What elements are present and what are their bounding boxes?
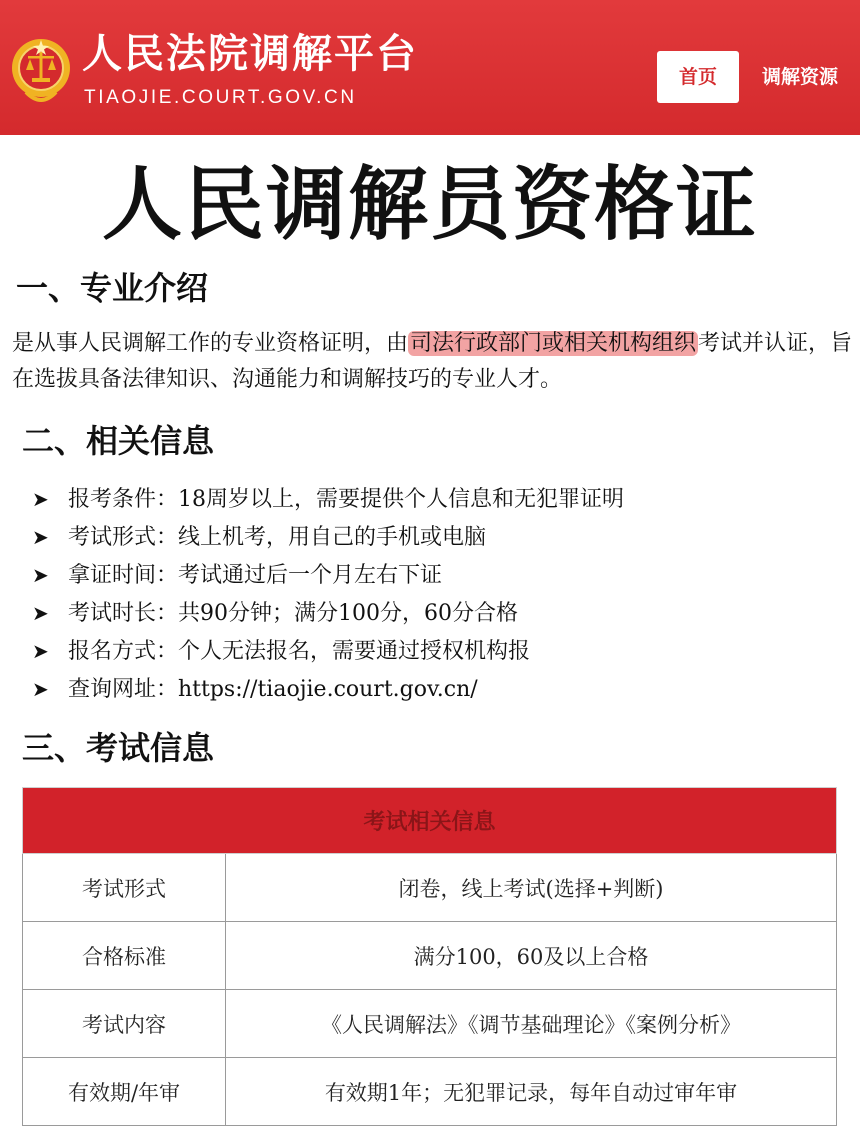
- list-item-text: 查询网址：https://tiaojie.court.gov.cn/: [68, 677, 478, 702]
- exam-info-table: [22, 787, 837, 1126]
- table-row: [23, 1058, 837, 1126]
- table-label-cell: 合格标准: [23, 922, 226, 990]
- table-label-cell: 有效期/年审: [23, 1058, 226, 1126]
- table-value-cell: 闭卷，线上考试(选择+判断): [226, 854, 837, 922]
- table-label-cell: 考试内容: [23, 990, 226, 1058]
- table-row: [23, 922, 837, 990]
- list-item-text: 拿证时间：考试通过后一个月左右下证: [68, 563, 443, 588]
- table-value-cell: 《人民调解法》《调节基础理论》《案例分析》: [226, 990, 837, 1058]
- arrow-bullet-icon: ➤: [32, 487, 49, 511]
- table-value-cell: 满分100，60及以上合格: [226, 922, 837, 990]
- list-item: [32, 518, 624, 556]
- court-emblem-icon: [10, 30, 72, 110]
- page-title: 人民调解员资格证: [102, 158, 758, 251]
- list-item: [32, 480, 624, 518]
- arrow-bullet-icon: ➤: [32, 563, 49, 587]
- list-item: [32, 594, 624, 632]
- list-item-text: 报考条件：18周岁以上，需要提供个人信息和无犯罪证明: [68, 487, 624, 512]
- nav-home-button[interactable]: 首页: [657, 51, 739, 103]
- section-heading-info: 二、相关信息: [22, 422, 215, 460]
- list-item-text: 报名方式：个人无法报名，需要通过授权机构报: [68, 639, 531, 664]
- arrow-bullet-icon: ➤: [32, 601, 49, 625]
- list-item-text: 考试形式：线上机考，用自己的手机或电脑: [68, 525, 487, 550]
- list-item: [32, 556, 624, 594]
- site-header: [0, 0, 860, 135]
- table-label-cell: 考试形式: [23, 854, 226, 922]
- table-header-row: [23, 788, 837, 854]
- list-item: [32, 670, 624, 708]
- site-title: 人民法院调解平台: [82, 31, 418, 77]
- info-list: [32, 480, 624, 708]
- list-item: [32, 632, 624, 670]
- table-row: [23, 990, 837, 1058]
- arrow-bullet-icon: ➤: [32, 525, 49, 549]
- arrow-bullet-icon: ➤: [32, 639, 49, 663]
- arrow-bullet-icon: ➤: [32, 677, 49, 701]
- table-header: 考试相关信息: [23, 788, 837, 854]
- section-heading-intro: 一、专业介绍: [16, 269, 209, 307]
- nav-resources-link[interactable]: 调解资源: [762, 66, 839, 88]
- intro-highlight: 司法行政部门或相关机构组织: [410, 331, 697, 356]
- section-heading-exam: 三、考试信息: [22, 729, 215, 767]
- list-item-text: 考试时长：共90分钟；满分100分，60分合格: [68, 601, 518, 626]
- site-url: TIAOJIE.COURT.GOV.CN: [84, 87, 357, 108]
- intro-text-end: 考试并认证，旨在选拔具备法律知识、沟通能力和调解技巧的专业人才。: [12, 331, 853, 392]
- table-value-cell: 有效期1年；无犯罪记录，每年自动过审年审: [226, 1058, 837, 1126]
- table-row: [23, 854, 837, 922]
- intro-paragraph: [12, 326, 854, 398]
- intro-text-start: 是从事人民调解工作的专业资格证明，由: [12, 331, 409, 356]
